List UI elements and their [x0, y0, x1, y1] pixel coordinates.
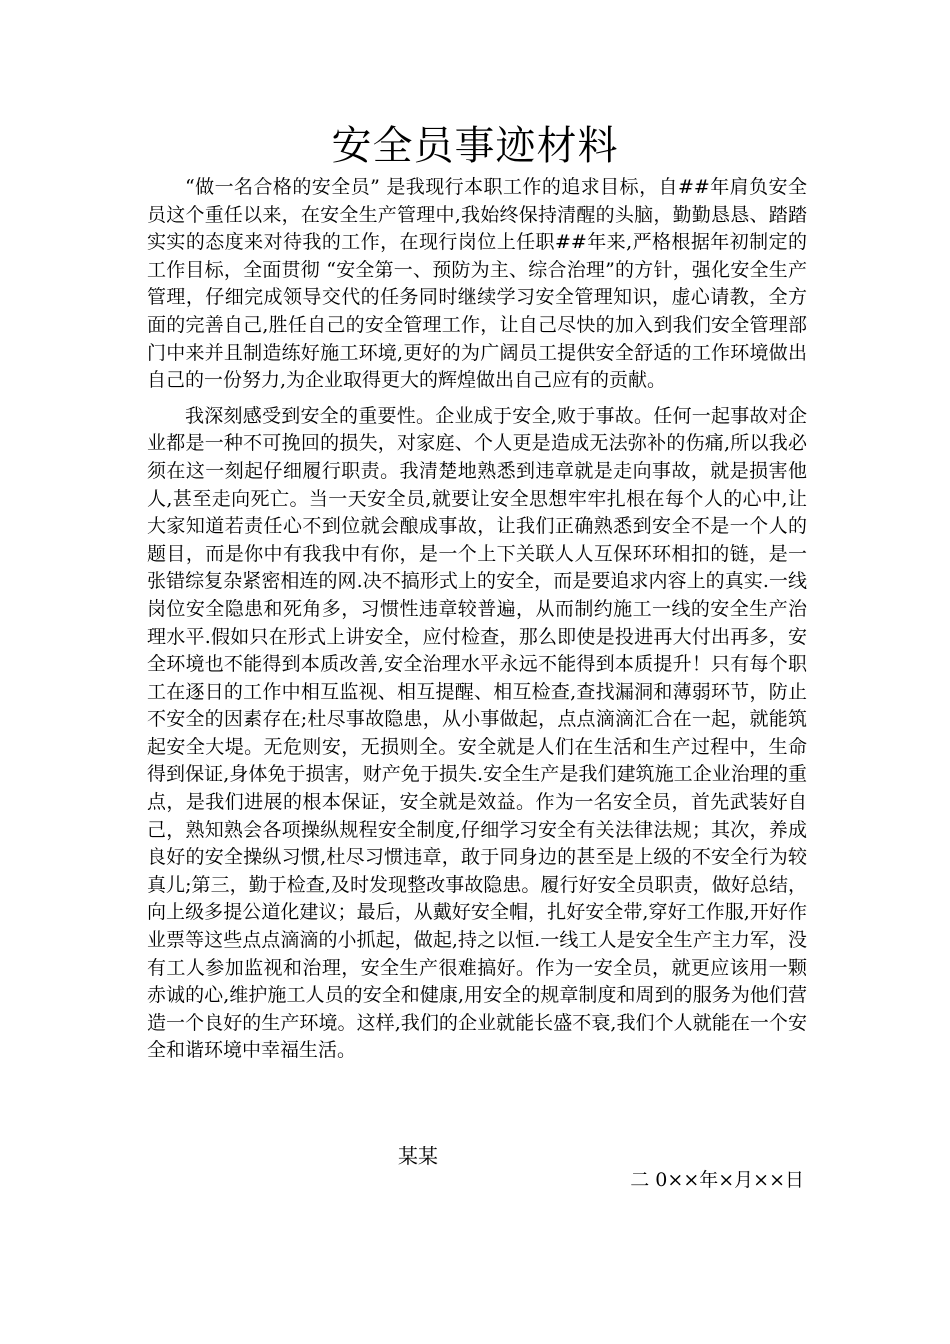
document-title: 安全员事迹材料: [331, 123, 619, 169]
document-body: [147, 174, 807, 1065]
signature-name: 某某: [398, 1144, 438, 1168]
paragraph-1: “做一名合格的安全员” 是我现行本职工作的追求目标，自##年肩负安全员这个重任以来，在安全生产管理中,我始终保持清醒的头脑，勤勤恳恳、踏踏实实的态度来对待我的工作，在现行岗位上任职##年来,严格根据年初制定的工作目标，全面贯彻 “安全第一、预防为主、综合治理”的方针，强化安全生产管理，仔细完成领导交代的任务同时继续学习安全管理知识，虚心请教，全方面的完善自己,胜任自己的安全管理工作，让自己尽快的加入到我们安全管理部门中来并且制造练好施工环境,更好的为广阔员工提供安全舒适的工作环境做出自己的一份努力,为企业取得更大的辉煌做出自己应有的贡献。: [147, 176, 807, 392]
signature-date: 二 0××年×月××日: [630, 1169, 804, 1191]
paragraph-2: 我深刻感受到安全的重要性。企业成于安全,败于事故。任何一起事故对企业都是一种不可挽回的损失，对家庭、个人更是造成无法弥补的伤痛,所以我必须在这一刻起仔细履行职责。我清楚地熟悉到违章就是走向事故，就是损害他人,甚至走向死亡。当一天安全员,就要让安全思想牢牢扎根在每个人的心中,让大家知道若责任心不到位就会酿成事故，让我们正确熟悉到安全不是一个人的题目，而是你中有我我中有你，是一个上下关联人人互保环环相扣的链，是一张错综复杂紧密相连的网.决不搞形式上的安全，而是要追求内容上的真实.一线岗位安全隐患和死角多，习惯性违章较普遍，从而制约施工一线的安全生产治理水平.假如只在形式上讲安全，应付检查，那么即使是投进再大付出再多，安全环境也不能得到本质改善,安全治理水平永远不能得到本质提升！只有每个职工在逐日的工作中相互监视、相互提醒、相互检查,查找漏洞和薄弱环节，防止不安全的因素存在;杜尽事故隐患，从小事做起，点点滴滴汇合在一起，就能筑起安全大堤。无危则安，无损则全。安全就是人们在生活和生产过程中，生命得到保证,身体免于损害，财产免于损失.安全生产是我们建筑施工企业治理的重点，是我们进展的根本保证，安全就是效益。作为一名安全员，首先武装好自己，熟知熟会各项操纵规程安全制度,仔细学习安全有关法律法规；其次，养成良好的安全操纵习惯,杜尽习惯违章，敢于同身边的甚至是上级的不安全行为较真儿;第三，勤于检查,及时发现整改事故隐患。履行好安全员职责，做好总结，向上级多提公道化建议；最后，从戴好安全帽，扎好安全带,穿好工作服,开好作业票等这些点点滴滴的小抓起，做起,持之以恒.一线工人是安全生产主力军，没有工人参加监视和治理，安全生产很难搞好。作为一安全员，就更应该用一颗赤诚的心,维护施工人员的安全和健康,用安全的规章制度和周到的服务为他们营造一个良好的生产环境。这样,我们的企业就能长盛不衰,我们个人就能在一个安全和谐环境中幸福生活。: [147, 404, 807, 1062]
